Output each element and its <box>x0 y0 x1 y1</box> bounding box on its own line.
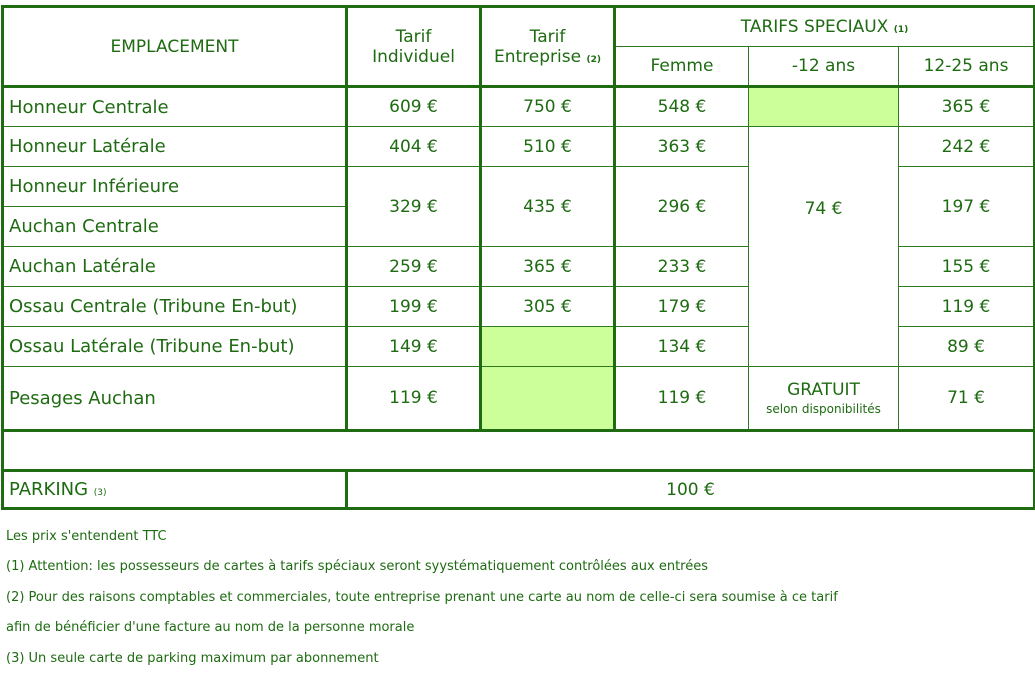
cell-entreprise-empty <box>481 327 615 367</box>
note-2: (2) Pour des raisons comptables et commerciales, toute entreprise prenant une carte au nom de celle-ci sera soumise à ce tarif <box>6 589 838 605</box>
cell-12-25: 242 € <box>899 127 1035 167</box>
cell-gratuit: GRATUIT selon disponibilités <box>749 367 899 431</box>
cell-femme: 233 € <box>615 247 749 287</box>
cell-entreprise: 365 € <box>481 247 615 287</box>
table-row <box>3 127 1035 167</box>
spacer-row <box>3 431 1035 471</box>
cell-individuel: 149 € <box>347 327 481 367</box>
header-emplacement: EMPLACEMENT <box>3 7 347 87</box>
header-moins-12: -12 ans <box>749 47 899 87</box>
parking-row <box>3 471 1035 509</box>
cell-femme: 363 € <box>615 127 749 167</box>
tarifs-table <box>1 5 1035 510</box>
table-row <box>3 87 1035 127</box>
cell-12-25: 119 € <box>899 287 1035 327</box>
row-name: Honneur Inférieure <box>3 167 347 207</box>
cell-individuel: 329 € <box>347 167 481 247</box>
note-3: (3) Un seule carte de parking maximum par abonnement <box>6 650 379 666</box>
cell-entreprise: 305 € <box>481 287 615 327</box>
cell-entreprise-empty <box>481 367 615 431</box>
cell-entreprise: 510 € <box>481 127 615 167</box>
cell-femme: 179 € <box>615 287 749 327</box>
header-tarif-entreprise: Tarif Entreprise (2) <box>481 7 615 87</box>
note-ttc: Les prix s'entendent TTC <box>6 529 167 544</box>
note-2-cont: afin de bénéficier d'une facture au nom de la personne morale <box>6 620 415 636</box>
cell-femme: 548 € <box>615 87 749 127</box>
cell-moins-12: 74 € <box>749 127 899 367</box>
cell-individuel: 199 € <box>347 287 481 327</box>
cell-12-25: 71 € <box>899 367 1035 431</box>
cell-individuel: 609 € <box>347 87 481 127</box>
header-12-25: 12-25 ans <box>899 47 1035 87</box>
header-tarif-individuel: Tarif Individuel <box>347 7 481 87</box>
row-name: Auchan Latérale <box>3 247 347 287</box>
cell-entreprise: 750 € <box>481 87 615 127</box>
cell-femme: 296 € <box>615 167 749 247</box>
row-name: Auchan Centrale <box>3 207 347 247</box>
parking-label: PARKING (3) <box>3 471 347 509</box>
table-row <box>3 367 1035 431</box>
cell-12-25: 89 € <box>899 327 1035 367</box>
row-name: Honneur Latérale <box>3 127 347 167</box>
cell-moins-12-empty <box>749 87 899 127</box>
cell-femme: 134 € <box>615 327 749 367</box>
row-name: Pesages Auchan <box>3 367 347 431</box>
cell-12-25: 155 € <box>899 247 1035 287</box>
parking-value: 100 € <box>347 471 1035 509</box>
note-1: (1) Attention: les possesseurs de cartes à tarifs spéciaux seront syystématiquement contrôlées aux entrées <box>6 559 709 575</box>
cell-12-25: 197 € <box>899 167 1035 247</box>
cell-individuel: 404 € <box>347 127 481 167</box>
header-femme: Femme <box>615 47 749 87</box>
cell-individuel: 259 € <box>347 247 481 287</box>
cell-12-25: 365 € <box>899 87 1035 127</box>
cell-entreprise: 435 € <box>481 167 615 247</box>
row-name: Honneur Centrale <box>3 87 347 127</box>
row-name: Ossau Centrale (Tribune En-but) <box>3 287 347 327</box>
cell-individuel: 119 € <box>347 367 481 431</box>
cell-femme: 119 € <box>615 367 749 431</box>
footnotes <box>6 522 1026 674</box>
header-tarifs-speciaux: TARIFS SPECIAUX (1) <box>615 7 1035 47</box>
row-name: Ossau Latérale (Tribune En-but) <box>3 327 347 367</box>
